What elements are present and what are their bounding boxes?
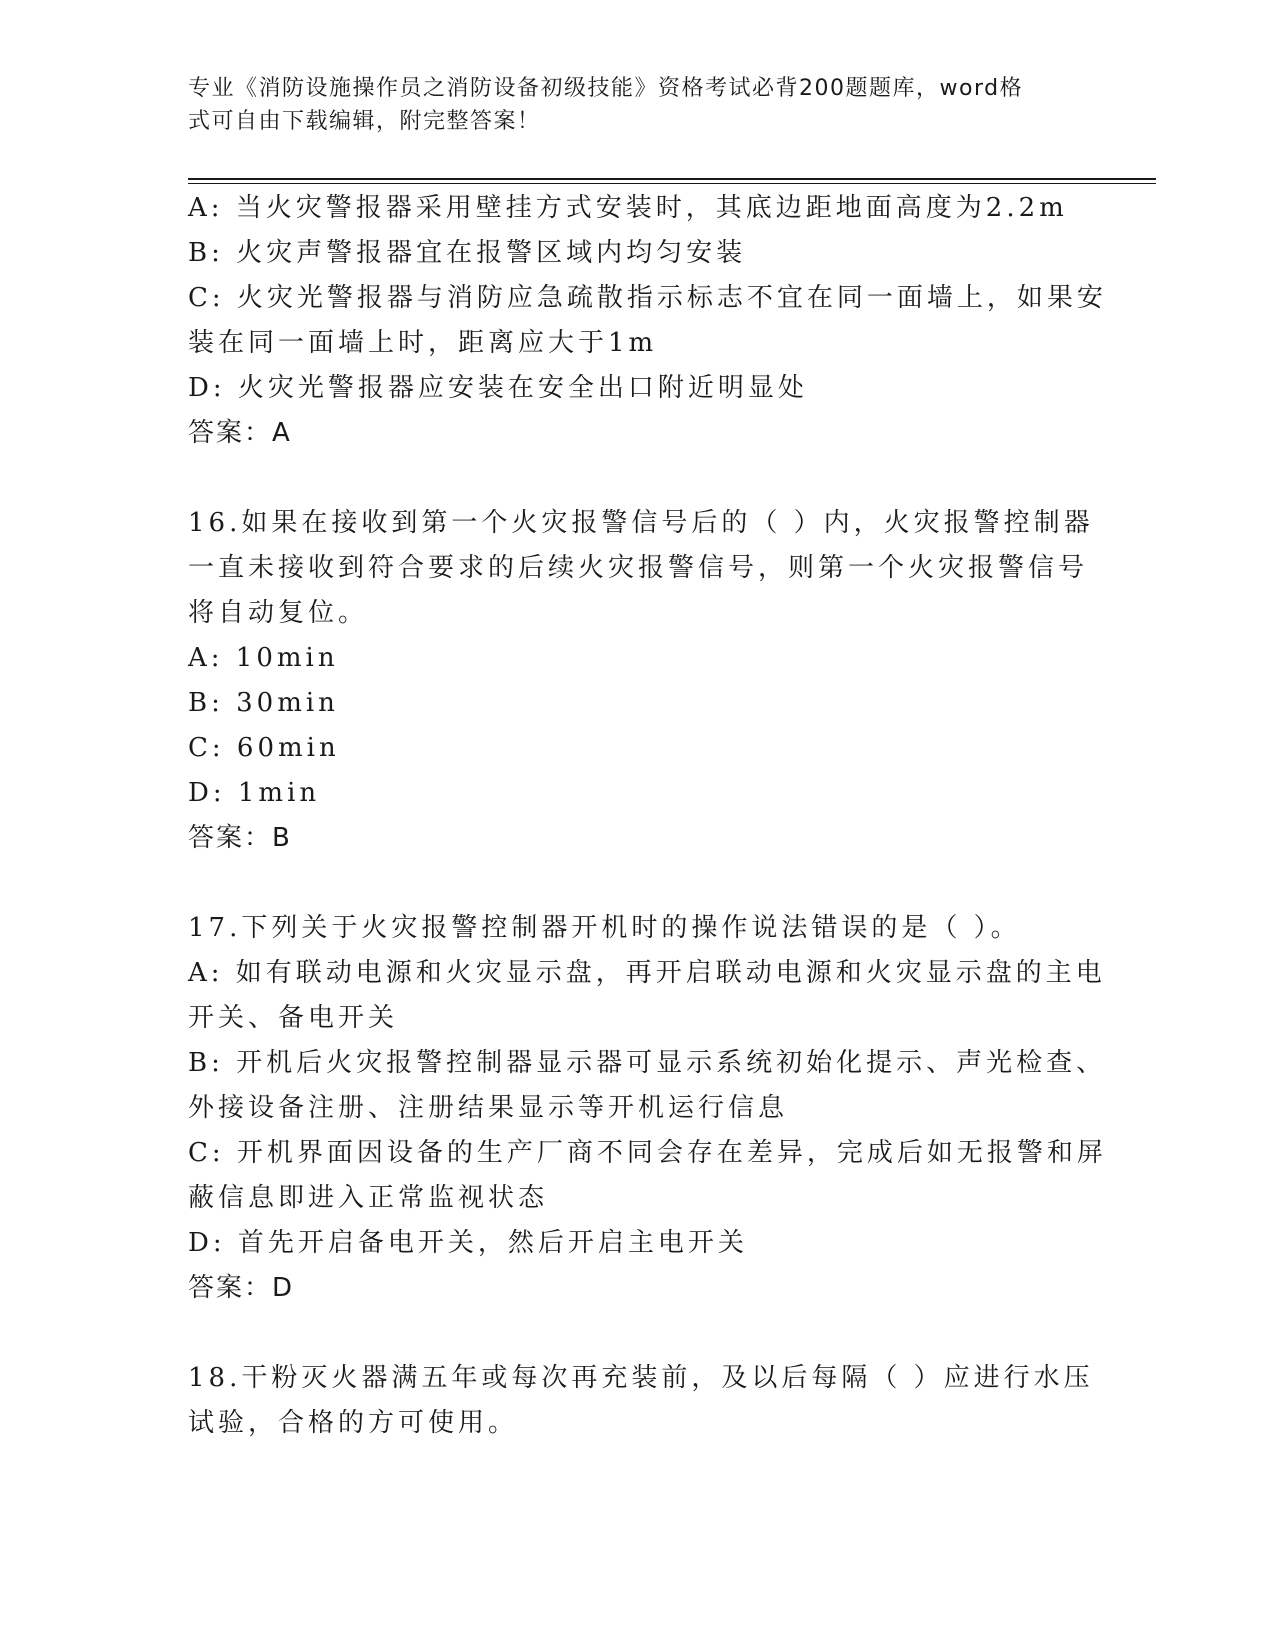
q16-option-b: B: 30min [188, 688, 339, 718]
q17-answer: 答案：D [188, 1273, 295, 1303]
q16-answer: 答案：B [188, 823, 292, 853]
q16-option-d: D: 1min [188, 778, 321, 808]
q17-option-b-line-2: 外接设备注册、注册结果显示等开机运行信息 [188, 1093, 789, 1123]
header-line-1: 专业《消防设施操作员之消防设备初级技能》资格考试必背200题题库，word格 [188, 76, 1024, 101]
question-16 [188, 501, 1094, 861]
question-15 [188, 186, 1107, 456]
header-divider-thin [188, 183, 1156, 184]
q15-option-b: B: 火灾声警报器宜在报警区域内均匀安装 [188, 238, 747, 268]
question-18 [188, 1356, 1094, 1446]
q17-option-a-line-2: 开关、备电开关 [188, 1003, 399, 1033]
q16-stem-line-1: 16.如果在接收到第一个火灾报警信号后的（ ）内，火灾报警控制器 [188, 508, 1094, 538]
q17-option-b-line-1: B: 开机后火灾报警控制器显示器可显示系统初始化提示、声光检查、 [188, 1048, 1107, 1078]
q16-stem-line-2: 一直未接收到符合要求的后续火灾报警信号，则第一个火灾报警信号 [188, 553, 1089, 583]
question-17 [188, 906, 1107, 1311]
q16-option-a: A: 10min [188, 643, 339, 673]
q15-option-a: A: 当火灾警报器采用壁挂方式安装时，其底边距地面高度为2.2m [188, 193, 1068, 223]
question-block [188, 186, 1107, 1446]
q18-stem-line-2: 试验，合格的方可使用。 [188, 1408, 519, 1438]
q18-stem-line-1: 18.干粉灭火器满五年或每次再充装前，及以后每隔（ ）应进行水压 [188, 1363, 1094, 1393]
q15-answer: 答案：A [188, 418, 292, 448]
q15-option-d: D: 火灾光警报器应安装在安全出口附近明显处 [188, 373, 808, 403]
header-line-2: 式可自由下载编辑，附完整答案！ [188, 109, 541, 134]
q17-stem: 17.下列关于火灾报警控制器开机时的操作说法错误的是（ ）。 [188, 913, 1021, 943]
q15-option-c-line-1: C: 火灾光警报器与消防应急疏散指示标志不宜在同一面墙上，如果安 [188, 283, 1107, 313]
header-divider-thick [188, 178, 1156, 180]
document-header [188, 72, 1088, 138]
q16-option-c: C: 60min [188, 733, 340, 763]
spacer [188, 861, 1088, 906]
q17-option-d: D: 首先开启备电开关，然后开启主电开关 [188, 1228, 748, 1258]
q15-option-c-line-2: 装在同一面墙上时，距离应大于1m [188, 328, 658, 358]
q17-option-c-line-1: C: 开机界面因设备的生产厂商不同会存在差异，完成后如无报警和屏 [188, 1138, 1107, 1168]
q17-option-a-line-1: A: 如有联动电源和火灾显示盘，再开启联动电源和火灾显示盘的主电 [188, 958, 1106, 988]
spacer [188, 1311, 1088, 1356]
q16-stem-line-3: 将自动复位。 [188, 598, 369, 628]
spacer [188, 456, 1088, 501]
q17-option-c-line-2: 蔽信息即进入正常监视状态 [188, 1183, 549, 1213]
